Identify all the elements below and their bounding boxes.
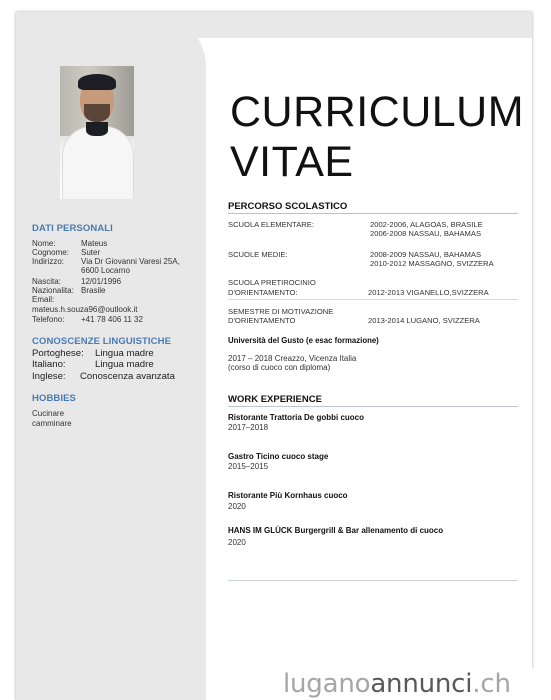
job-title: Ristorante Trattoria De gobbi cuoco	[228, 413, 365, 422]
phone-label: Telefono:	[32, 315, 65, 324]
education-detail: 2006-2008 NASSAU, BAHAMAS	[370, 229, 482, 238]
watermark-part: annunci	[370, 669, 473, 699]
personal-value: Suter	[81, 248, 101, 257]
language-level: Conoscenza avanzata	[80, 371, 175, 382]
university-line: 2017 – 2018 Creazzo, Vicenza Italia	[228, 354, 357, 363]
language-level: Lingua madre	[95, 359, 154, 370]
hobby-item: camminare	[32, 419, 72, 428]
education-label: SCUOLE MEDIE:	[228, 250, 288, 259]
profile-photo	[60, 66, 134, 199]
page-title	[230, 87, 524, 187]
education-label: D'ORIENTAMENTO:	[228, 288, 298, 297]
personal-label: Nome:	[32, 239, 56, 248]
personal-value: 6600 Locarno	[81, 266, 130, 275]
education-label: SCUOLA PRETIROCINIO	[228, 278, 316, 287]
section-divider	[228, 299, 518, 300]
hobby-item: Cucinare	[32, 409, 65, 418]
education-label: D'ORIENTAMENTO	[228, 316, 296, 325]
language-name: Italiano:	[32, 359, 66, 370]
job-date: 2020	[228, 502, 246, 511]
language-level: Lingua madre	[95, 348, 154, 359]
education-title: PERCORSO SCOLASTICO	[228, 201, 348, 212]
education-detail: 2013-2014 LUGANO, SVIZZERA	[368, 316, 480, 325]
education-detail: 2008-2009 NASSAU, BAHAMAS	[370, 250, 482, 259]
education-detail: 2012-2013 VIGANELLO,SVIZZERA	[368, 288, 489, 297]
personal-label: Email:	[32, 295, 55, 304]
personal-data-title: DATI PERSONALI	[32, 223, 113, 234]
hobbies-title: HOBBIES	[32, 393, 76, 404]
personal-value: Mateus	[81, 239, 108, 248]
job-date: 2020	[228, 538, 246, 547]
title-line: VITAE	[230, 138, 354, 186]
job-date: 2015–2015	[228, 462, 269, 471]
personal-label: Nascita:	[32, 277, 61, 286]
personal-label: Cognome:	[32, 248, 69, 257]
personal-value: 12/01/1996	[81, 277, 122, 286]
watermark-part: .ch	[472, 669, 511, 699]
education-detail: 2002-2006, ALAGOAS, BRASILE	[370, 220, 483, 229]
university-title: Università del Gusto (e esac formazione)	[228, 336, 379, 345]
languages-title: CONOSCENZE LINGUISTICHE	[32, 336, 172, 347]
job-date: 2017–2018	[228, 423, 269, 432]
personal-label: Indirizzo:	[32, 257, 65, 266]
title-line: CURRICULUM	[230, 88, 525, 136]
language-name: Inglese:	[32, 371, 66, 382]
personal-value: Brasile	[81, 286, 106, 295]
work-experience-title: WORK EXPERIENCE	[228, 394, 322, 405]
job-title: Ristorante Più Kornhaus cuoco	[228, 491, 348, 500]
language-name: Portoghese:	[32, 348, 84, 359]
site-watermark	[283, 668, 551, 700]
email-value[interactable]: mateus.h.souza96@outlook.it	[32, 305, 138, 314]
education-label: SCUOLA ELEMENTARE:	[228, 220, 314, 229]
job-title: Gastro Ticino cuoco stage	[228, 452, 329, 461]
phone-value: +41 78 406 11 32	[81, 315, 143, 324]
university-line: (corso di cuoco con diploma)	[228, 363, 331, 372]
section-divider	[228, 406, 518, 407]
education-label: SEMESTRE DI MOTIVAZIONE	[228, 307, 334, 316]
section-divider	[228, 213, 518, 214]
job-title: HANS IM GLÜCK Burgergrill & Bar allenamento di cuoco	[228, 526, 444, 535]
education-detail: 2010-2012 MASSAGNO, SVIZZERA	[370, 259, 494, 268]
cv-page	[16, 12, 532, 700]
watermark-part: lugano	[283, 669, 371, 699]
personal-value: Via Dr Giovanni Varesi 25A,	[81, 257, 180, 266]
personal-label: Nazionalita:	[32, 286, 74, 295]
section-divider	[228, 580, 518, 581]
